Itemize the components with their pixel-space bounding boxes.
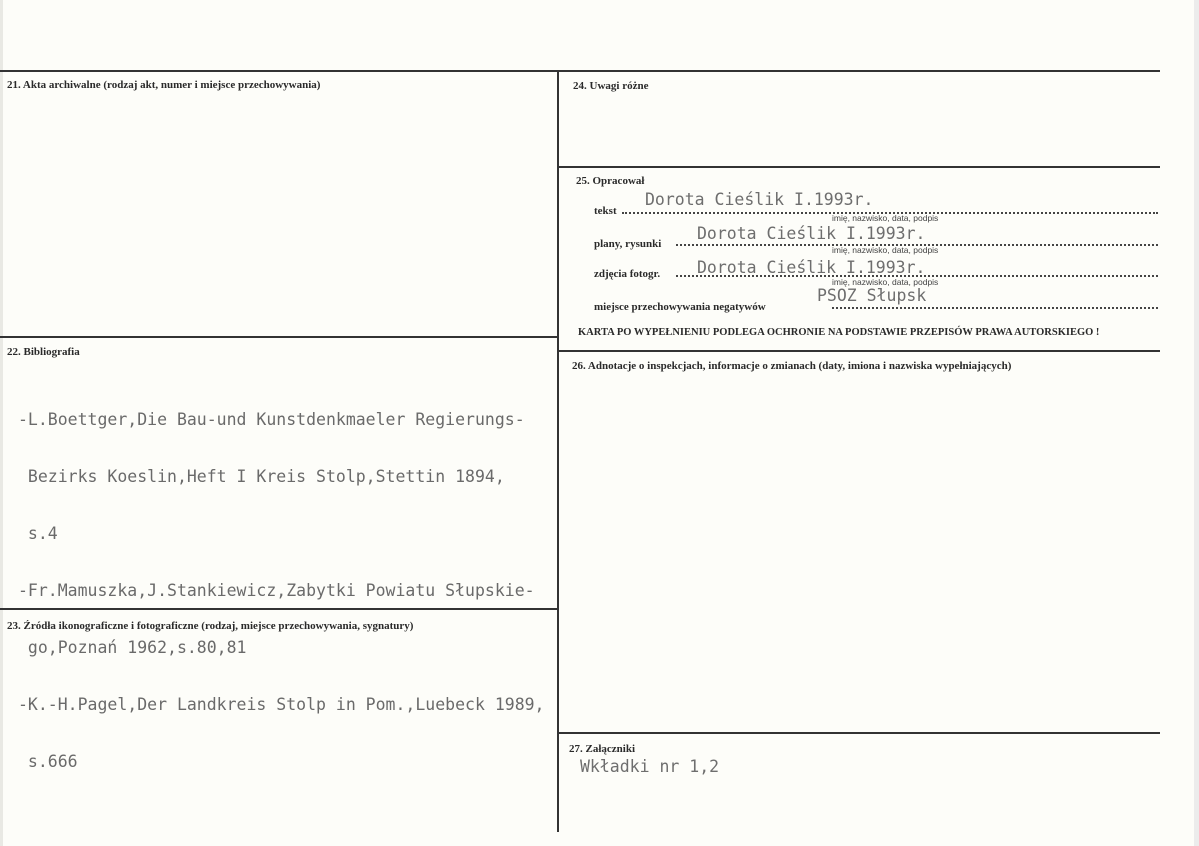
negatywy-label: miejsce przechowywania negatywów [594, 301, 766, 313]
center-divider [557, 70, 559, 832]
negatywy-dotted-line [832, 307, 1158, 309]
bibliography-list [18, 372, 545, 809]
plany-value: Dorota Cieślik I.1993r. [697, 224, 926, 243]
bibliography-line: go,Poznań 1962,s.80,81 [18, 638, 247, 657]
bibliography-line: Bezirks Koeslin,Heft I Kreis Stolp,Stettin 1894, [18, 467, 505, 486]
section-26-label: 26. Adnotacje o inspekcjach, informacje o zmianach (daty, imiona i nazwiska wypełniających) [572, 360, 1012, 372]
zdjecia-hint: imię, nazwisko, data, podpis [832, 277, 939, 287]
tekst-value: Dorota Cieślik I.1993r. [645, 190, 874, 209]
section-23-label: 23. Źródła ikonograficzne i fotograficzne (rodzaj, miejsce przechowywania, sygnatury) [7, 620, 414, 632]
bibliography-line: -K.-H.Pagel,Der Landkreis Stolp in Pom.,Luebeck 1989, [18, 695, 545, 714]
attachments-value: Wkładki nr 1,2 [580, 757, 720, 776]
section-25-label: 25. Opracował [576, 175, 645, 187]
negatywy-value: PSOZ Słupsk [817, 286, 927, 305]
rule-right-25-26 [559, 350, 1160, 352]
tekst-label: tekst [594, 205, 617, 217]
rule-right-26-27 [559, 732, 1160, 734]
bibliography-line: -Fr.Mamuszka,J.Stankiewicz,Zabytki Powiatu Słupskie- [18, 581, 535, 600]
tekst-hint: imię, nazwisko, data, podpis [832, 213, 939, 223]
zdjecia-label: zdjęcia fotogr. [594, 268, 661, 280]
zdjecia-value: Dorota Cieślik I.1993r. [697, 258, 926, 277]
paper-edge-left [0, 0, 3, 846]
rule-right-24-25 [559, 166, 1160, 168]
section-24-label: 24. Uwagi różne [573, 80, 649, 92]
bibliography-line: s.666 [18, 752, 78, 771]
top-rule [0, 70, 1160, 72]
plany-hint: imię, nazwisko, data, podpis [832, 245, 939, 255]
section-27-label: 27. Załączniki [569, 743, 636, 755]
bibliography-line: s.4 [18, 524, 58, 543]
bibliography-line: -L.Boettger,Die Bau-und Kunstdenkmaeler Regierungs- [18, 410, 525, 429]
plany-label: plany, rysunki [594, 238, 662, 250]
section-22-label: 22. Bibliografia [7, 346, 80, 358]
paper-edge-right [1194, 0, 1199, 846]
section-21-label: 21. Akta archiwalne (rodzaj akt, numer i miejsce przechowywania) [7, 79, 321, 91]
rule-left-21-22 [0, 336, 559, 338]
copyright-notice: KARTA PO WYPEŁNIENIU PODLEGA OCHRONIE NA PODSTAWIE PRZEPISÓW PRAWA AUTORSKIEGO ! [578, 327, 1100, 338]
